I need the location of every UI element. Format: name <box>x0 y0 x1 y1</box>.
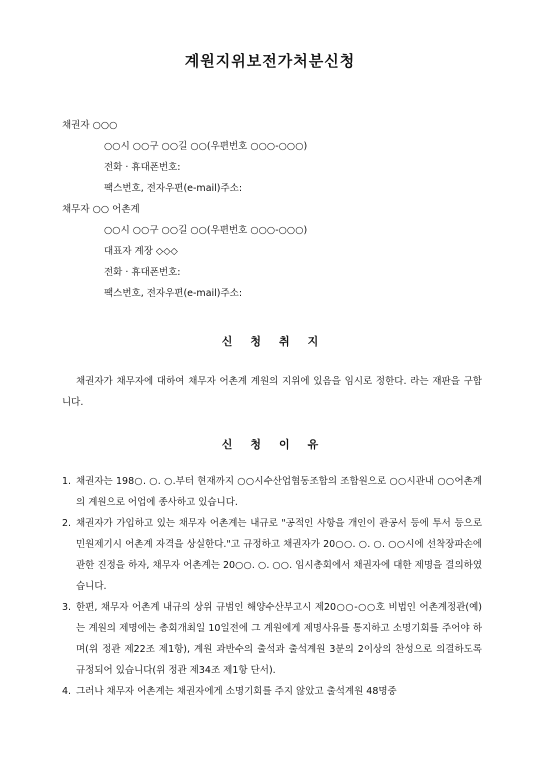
reason-number: 1. <box>62 476 72 487</box>
purpose-heading-char: 취 <box>279 335 290 348</box>
reason-item <box>62 681 482 702</box>
creditor-phone: 전화 · 휴대폰번호: <box>104 162 181 173</box>
reasons-heading-char: 청 <box>250 438 261 451</box>
purpose-heading-char: 신 <box>221 335 233 348</box>
creditor-label: 채권자 <box>62 120 90 131</box>
debtor-address: ○○시 ○○구 ○○길 ○○(우편번호 ○○○-○○○) <box>104 225 308 236</box>
reason-number: 4. <box>62 686 72 697</box>
debtor-name: ○○ 어촌계 <box>92 204 140 215</box>
purpose-section <box>62 371 482 413</box>
reason-text: 그러나 채무자 어촌계는 채권자에게 소명기회를 주지 않았고 출석계원 48명중 <box>76 686 397 697</box>
debtor-representative: 대표자 계장 ◇◇◇ <box>104 246 178 257</box>
reason-number: 3. <box>62 602 72 613</box>
reasons-heading-char: 유 <box>307 438 319 451</box>
reasons-list <box>62 471 482 702</box>
debtor-phone: 전화 · 휴대폰번호: <box>104 267 181 278</box>
creditor-name: ○○○ <box>92 120 118 131</box>
reasons-heading-char: 신 <box>221 438 233 451</box>
debtor-name-line <box>62 199 307 220</box>
debtor-section <box>62 199 307 304</box>
reason-item <box>62 513 482 597</box>
creditor-name-line <box>62 115 307 136</box>
purpose-text: 채권자가 채무자에 대하여 채무자 어촌계 계원의 지위에 있음을 임시로 정한다. 라는 재판을 구합니다. <box>62 376 482 408</box>
debtor-label: 채무자 <box>62 204 90 215</box>
creditor-fax-email: 팩스번호, 전자우편(e-mail)주소: <box>104 183 243 194</box>
reason-text: 채권자가 가입하고 있는 채무자 어촌계는 내규로 "공적인 사항을 개인이 관공서 등에 투서 등으로 민원제기시 어촌계 자격을 상실한다."고 규정하고 채권자가 20○○. ○. ○. ○○시에 선착장파손에 관한 진정을 하자, 채무자 어촌계는 20○○. ○. ○○. 임시총회에서 채권자에 대한 제명을 결의하였습니다. <box>76 518 482 592</box>
reasons-heading-char: 이 <box>279 438 290 451</box>
reason-item <box>62 471 482 513</box>
reasons-heading <box>0 436 540 452</box>
document-title: 계원지위보전가처분신청 <box>184 52 356 70</box>
creditor-section <box>62 115 307 199</box>
reason-number: 2. <box>62 518 72 529</box>
debtor-fax-email: 팩스번호, 전자우편(e-mail)주소: <box>104 288 243 299</box>
reason-text: 채권자는 198○. ○. ○.부터 현재까지 ○○시수산업협동조합의 조합원으로 ○○시관내 ○○어촌계의 계원으로 어업에 종사하고 있습니다. <box>76 476 482 508</box>
reason-text: 한편, 채무자 어촌계 내규의 상위 규범인 해양수산부고시 제20○○-○○호 비법인 어촌계정관(예)는 계원의 제명에는 총회개최일 10일전에 그 계원에게 제명사유를 통지하고 소명기회를 주어야 하며(위 정관 제22조 제1항), 계원 과반수의 출석과 출석계원 3분의 2이상의 찬성으로 의결하도록 규정되어 있습니다(위 정관 제34조 제1항 단서). <box>76 602 482 676</box>
purpose-heading <box>0 333 540 349</box>
creditor-address: ○○시 ○○구 ○○길 ○○(우편번호 ○○○-○○○) <box>104 141 308 152</box>
reason-item <box>62 597 482 681</box>
purpose-heading-char: 청 <box>250 335 261 348</box>
purpose-heading-char: 지 <box>307 335 319 348</box>
